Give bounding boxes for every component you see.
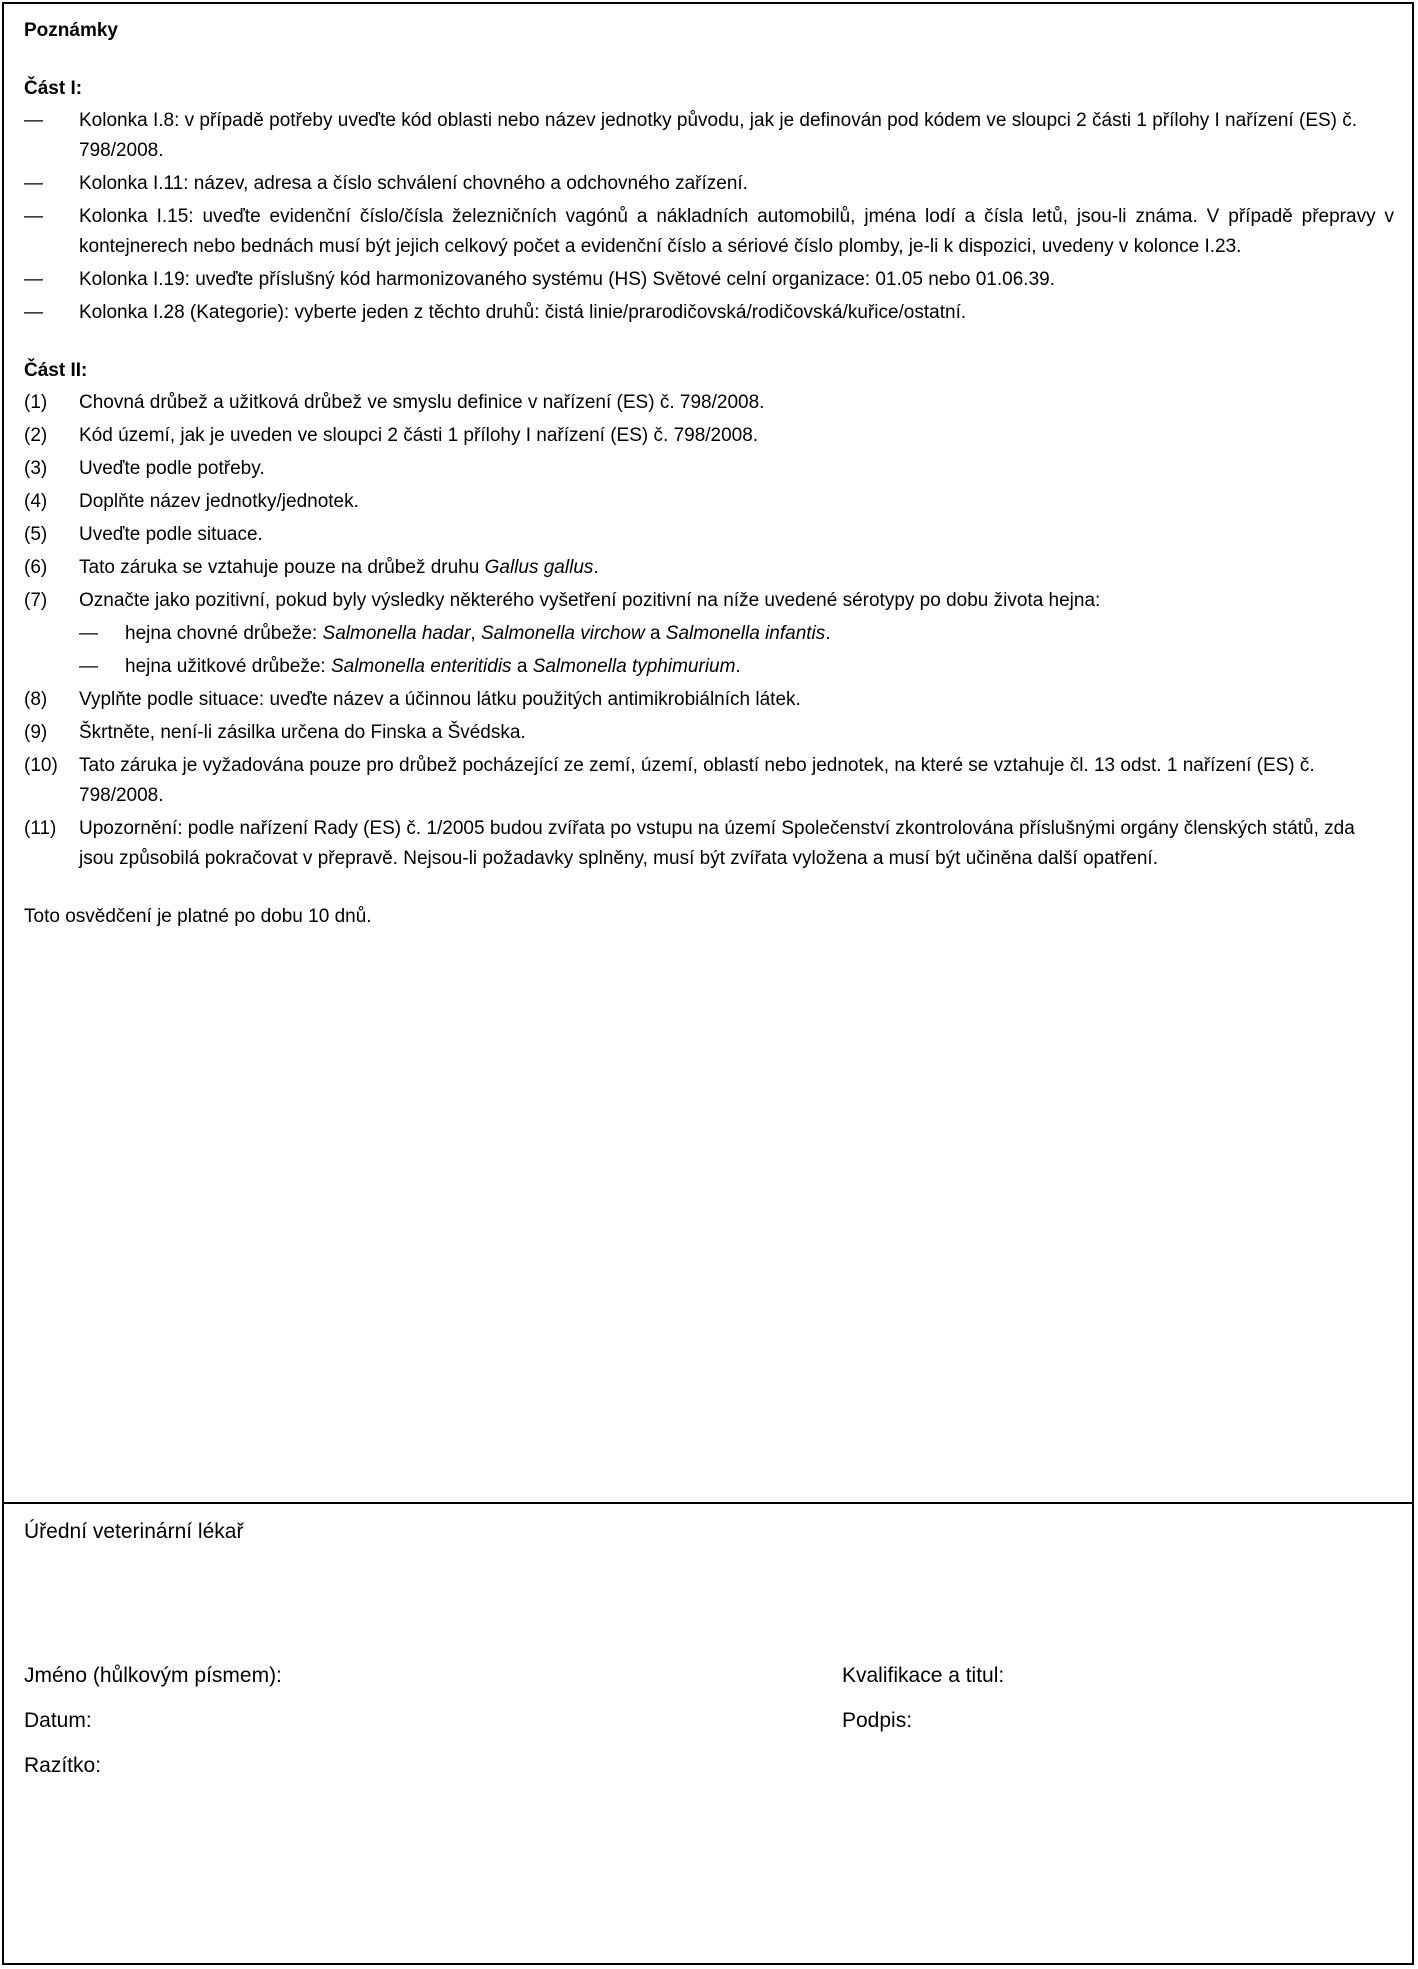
serotype-name: Salmonella virchow bbox=[480, 623, 645, 644]
serotype-name: Salmonella typhimurium bbox=[532, 656, 736, 677]
part1-heading: Část I: bbox=[24, 78, 83, 99]
part1-item bbox=[24, 169, 1394, 199]
part1-item-text: Kolonka I.15: uveďte evidenční číslo/čísla železničních vagónů a nákladních automobilů, jména lodí a čísla letů, jsou-li známa. V případě přepravy v kontejnerech nebo bednách musí být jejich celkový počet a evidenční číslo a sériové číslo plomby, je-li k dispozici, uvedeny v kolonce I.23. bbox=[79, 206, 1394, 257]
veterinarian-title: Úřední veterinární lékař bbox=[24, 1520, 244, 1543]
part2-item-text bbox=[79, 553, 1394, 583]
item-number: (11) bbox=[24, 818, 57, 839]
veterinarian-section bbox=[24, 1520, 1394, 1544]
part2-item-text: Doplňte název jednotky/jednotek. bbox=[79, 491, 359, 512]
text-segment: . bbox=[825, 623, 831, 644]
part2-item bbox=[24, 685, 1394, 715]
subitem-text bbox=[125, 619, 1394, 649]
dash-marker: — bbox=[24, 173, 43, 194]
text-segment: hejna užitkové drůbeže: bbox=[125, 656, 331, 677]
part1-item-text: Kolonka I.28 (Kategorie): vyberte jeden z těchto druhů: čistá linie/prarodičovská/rodičovská/kuřice/ostatní. bbox=[79, 302, 967, 323]
part2-item-text: Tato záruka je vyžadována pouze pro drůbež pocházející ze zemí, území, oblastí nebo jednotek, na které se vztahuje čl. 13 odst. 1 nařízení (ES) č. 798/2008. bbox=[79, 755, 1315, 806]
item-number: (7) bbox=[24, 590, 48, 611]
part2-item bbox=[24, 520, 1394, 550]
part1-item bbox=[24, 202, 1394, 262]
name-field-label: Jméno (hůlkovým písmem): bbox=[24, 1664, 282, 1687]
signature-field-label: Podpis: bbox=[842, 1709, 913, 1732]
part2-item-text: Chovná drůbež a užitková drůbež ve smyslu definice v nařízení (ES) č. 798/2008. bbox=[79, 392, 765, 413]
part2-item-text: Uveďte podle situace. bbox=[79, 524, 263, 545]
part2-item bbox=[24, 751, 1394, 811]
item-number: (2) bbox=[24, 425, 48, 446]
text-segment: Tato záruka se vztahuje pouze na drůbež druhu bbox=[79, 557, 485, 578]
dash-marker: — bbox=[24, 110, 43, 131]
dash-marker: — bbox=[79, 656, 98, 677]
item-number: (8) bbox=[24, 689, 48, 710]
text-segment: a bbox=[644, 623, 666, 644]
section-divider bbox=[2, 1502, 1414, 1504]
serotype-name: Salmonella infantis bbox=[665, 623, 826, 644]
part2-item-text: Škrtněte, není-li zásilka určena do Finska a Švédska. bbox=[79, 722, 526, 743]
text-segment: , bbox=[470, 623, 481, 644]
dash-marker: — bbox=[24, 269, 43, 290]
serotype-name: Salmonella hadar bbox=[322, 623, 471, 644]
item-number: (3) bbox=[24, 458, 48, 479]
item-number: (9) bbox=[24, 722, 48, 743]
part2-subitem bbox=[79, 619, 1394, 649]
text-segment: . bbox=[593, 557, 599, 578]
item-number: (4) bbox=[24, 491, 48, 512]
item-number: (10) bbox=[24, 755, 58, 776]
part2-item-text: Upozornění: podle nařízení Rady (ES) č. 1/2005 budou zvířata po vstupu na území Společenství zkontrolována příslušnými orgány členských států, zda jsou způsobilá pokračovat v přepravě. Nejsou-li požadavky splněny, musí být zvířata vyložena a musí být učiněna další opatření. bbox=[79, 818, 1355, 869]
dash-marker: — bbox=[24, 302, 43, 323]
serotype-name: Salmonella enteritidis bbox=[330, 656, 512, 677]
part2-item bbox=[24, 421, 1394, 451]
validity-note: Toto osvědčení je platné po dobu 10 dnů. bbox=[24, 906, 372, 927]
part1-item-text: Kolonka I.11: název, adresa a číslo schválení chovného a odchovného zařízení. bbox=[79, 173, 748, 194]
text-segment: a bbox=[511, 656, 533, 677]
part1-item bbox=[24, 298, 1394, 328]
notes-section bbox=[24, 16, 1394, 932]
date-field-label: Datum: bbox=[24, 1709, 92, 1732]
part1-item-text: Kolonka I.19: uveďte příslušný kód harmonizovaného systému (HS) Světové celní organizace: 01.05 nebo 01.06.39. bbox=[79, 269, 1055, 290]
part2-item bbox=[24, 814, 1394, 874]
part2-heading: Část II: bbox=[24, 360, 88, 381]
part2-subitem bbox=[79, 652, 1394, 682]
part2-item-text: Vyplňte podle situace: uveďte název a účinnou látku použitých antimikrobiálních látek. bbox=[79, 689, 801, 710]
part2-item-text: Kód území, jak je uveden ve sloupci 2 části 1 přílohy I nařízení (ES) č. 798/2008. bbox=[79, 425, 759, 446]
qualification-field-label: Kvalifikace a titul: bbox=[842, 1664, 1005, 1687]
item-number: (1) bbox=[24, 392, 48, 413]
part2-item bbox=[24, 718, 1394, 748]
subitem-text bbox=[125, 652, 1394, 682]
text-segment: hejna chovné drůbeže: bbox=[125, 623, 323, 644]
part1-item bbox=[24, 265, 1394, 295]
species-name: Gallus gallus bbox=[484, 557, 594, 578]
part1-item-text: Kolonka I.8: v případě potřeby uveďte kód oblasti nebo název jednotky původu, jak je definován pod kódem ve sloupci 2 části 1 přílohy I nařízení (ES) č. 798/2008. bbox=[79, 110, 1358, 161]
text-segment: . bbox=[735, 656, 741, 677]
dash-marker: — bbox=[24, 206, 43, 227]
item-number: (6) bbox=[24, 557, 48, 578]
part2-item-text: Označte jako pozitivní, pokud byly výsledky některého vyšetření pozitivní na níže uvedené sérotypy po dobu života hejna: bbox=[79, 590, 1101, 611]
part2-item bbox=[24, 586, 1394, 616]
part2-item bbox=[24, 553, 1394, 583]
dash-marker: — bbox=[79, 623, 98, 644]
part1-item bbox=[24, 106, 1394, 166]
notes-title: Poznámky bbox=[24, 20, 118, 41]
part2-item bbox=[24, 454, 1394, 484]
item-number: (5) bbox=[24, 524, 48, 545]
stamp-field-label: Razítko: bbox=[24, 1754, 102, 1777]
part2-item bbox=[24, 388, 1394, 418]
part2-item-text: Uveďte podle potřeby. bbox=[79, 458, 265, 479]
part2-item bbox=[24, 487, 1394, 517]
